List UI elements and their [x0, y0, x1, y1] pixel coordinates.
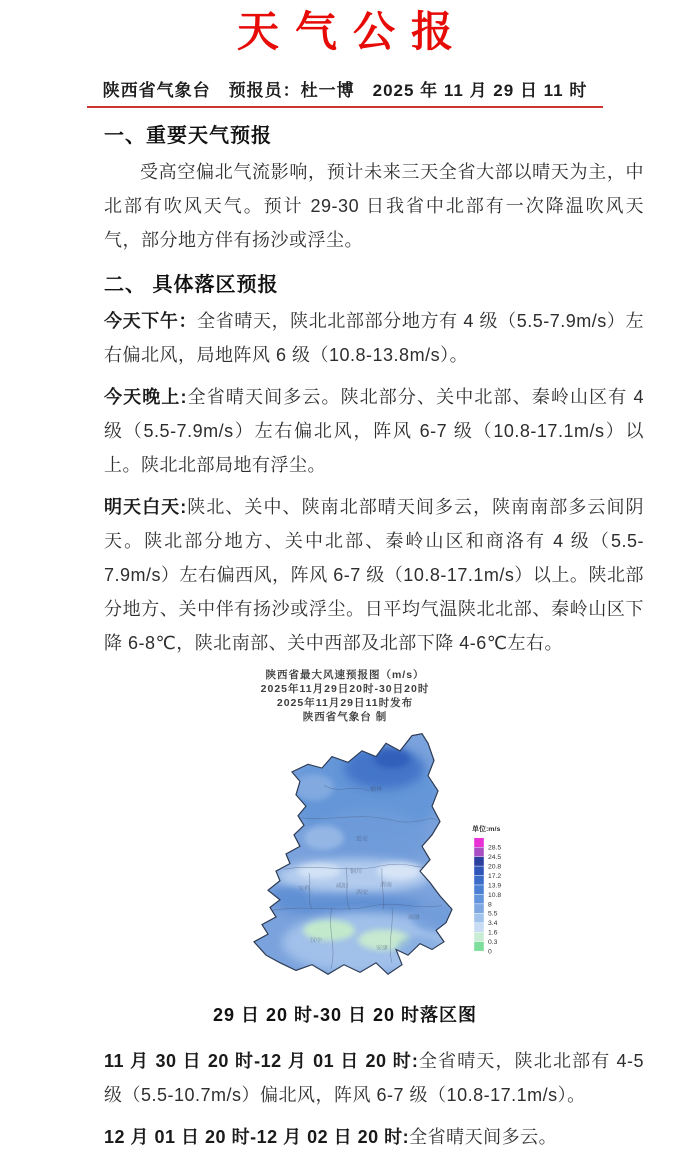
legend-swatch [474, 942, 484, 951]
legend-swatch [474, 847, 484, 856]
legend-value: 28.5 [488, 844, 502, 852]
map-city-label: 宝鸡 [298, 886, 310, 893]
map-city-label: 西安 [356, 890, 368, 897]
forecast-tonight [104, 380, 644, 482]
forecast-lead: 明天白天: [104, 497, 187, 517]
map-city-label: 安康 [376, 945, 388, 952]
legend-swatch [474, 885, 484, 894]
outlook-day2 [104, 1044, 644, 1112]
section-2-heading: 二、 具体落区预报 [104, 274, 279, 296]
map-legend [472, 824, 502, 955]
legend-title: 单位:m/s [472, 826, 501, 834]
forecast-today-afternoon [104, 304, 644, 372]
map-city-label: 铜川 [350, 869, 362, 876]
legend-swatch [474, 904, 484, 913]
legend-value: 1.6 [488, 929, 498, 937]
outlook-text: 全省晴天间多云。 [409, 1127, 558, 1147]
map-city-label: 榆林 [370, 787, 382, 793]
map-caption: 29 日 20 时-30 日 20 时落区图 [212, 1005, 478, 1025]
legend-value: 17.2 [488, 873, 502, 880]
legend-value: 8 [488, 901, 492, 909]
weather-bulletin-document [0, 8, 690, 1168]
subtitle-row [0, 80, 690, 108]
map-title-line-1: 陕西省最大风速预报图（m/s） [265, 669, 425, 681]
legend-value: 13.9 [488, 882, 502, 890]
legend-value: 3.4 [488, 920, 498, 928]
legend-swatch [474, 923, 484, 932]
forecast-tomorrow [104, 490, 644, 660]
map-title-line-4: 陕西省气象台 制 [302, 711, 388, 723]
legend-value: 24.5 [488, 854, 502, 861]
forecast-text: 全省晴天间多云。陕北部分、关中北部、秦岭山区有 4 级（5.5-7.9m/s）左右偏北风，阵风 6-7 级（10.8-17.1m/s）以上。陕北北部局地有浮尘。 [104, 387, 644, 475]
legend-swatch [474, 866, 484, 875]
legend-value: 0.3 [488, 939, 498, 947]
legend-value: 0 [488, 948, 492, 956]
section-1-paragraph: 受高空偏北气流影响，预计未来三天全省大部以晴天为主，中北部有吹风天气。预计 29-30 日我省中北部有一次降温吹风天气，部分地方伴有扬沙或浮尘。 [104, 162, 644, 250]
legend-swatch [474, 876, 484, 885]
issuer-line: 陕西省气象台 预报员：杜一博 2025 年 11 月 29 日 11 时 [87, 80, 604, 108]
legend-swatch [474, 913, 484, 922]
outlook-text: 全省晴天，陕北北部有 4-5 级（5.5-10.7m/s）偏北风，阵风 6-7 级（10.8-17.1m/s）。 [104, 1051, 645, 1105]
map-city-label: 汉中 [310, 937, 322, 944]
legend-value: 5.5 [488, 910, 498, 918]
outlook-section [0, 1044, 690, 1154]
map-city-label: 渭南 [380, 882, 392, 889]
section-1-heading: 一、重要天气预报 [104, 125, 272, 147]
forecast-text: 陕北、关中、陕南北部晴天间多云，陕南南部多云间阴天。陕北部分地方、关中北部、秦岭山区和商洛有 4 级（5.5-7.9m/s）左右偏西风，阵风 6-7 级（10.8-17.1m/s）以上。陕北部分地方、关中伴有扬沙或浮尘。日平均气温陕北北部、秦岭山区下降 6-8℃，陕北南部、关中西部及北部下降 4-6℃左右。 [104, 497, 645, 653]
bulletin-body [0, 124, 690, 660]
outlook-lead: 11 月 30 日 20 时-12 月 01 日 20 时: [104, 1051, 419, 1071]
legend-swatch [474, 857, 484, 866]
page-title: 天气公报 [236, 8, 469, 55]
map-city-label: 咸阳 [336, 883, 348, 890]
legend-value: 10.8 [488, 891, 502, 899]
shaanxi-wind-map [204, 728, 539, 1000]
legend-swatch [474, 894, 484, 903]
outlook-day3 [104, 1120, 644, 1154]
legend-swatch [474, 838, 484, 847]
forecast-text: 全省晴天，陕北北部部分地方有 4 级（5.5-7.9m/s）左右偏北风，局地阵风 6 级（10.8-13.8m/s）。 [104, 311, 645, 365]
legend-value: 20.8 [488, 863, 502, 871]
forecast-lead: 今天下午： [104, 311, 198, 331]
legend-swatch [474, 932, 484, 941]
map-city-label: 商洛 [408, 914, 420, 921]
forecast-lead: 今天晚上: [104, 387, 187, 407]
map-city-label: 延安 [356, 836, 368, 843]
outlook-lead: 12 月 01 日 20 时-12 月 02 日 20 时: [104, 1127, 410, 1147]
wind-map-figure [0, 668, 690, 1026]
map-title-line-3: 2025年11月29日11时发布 [276, 697, 414, 709]
map-title-line-2: 2025年11月29日20时-30日20时 [260, 683, 430, 695]
